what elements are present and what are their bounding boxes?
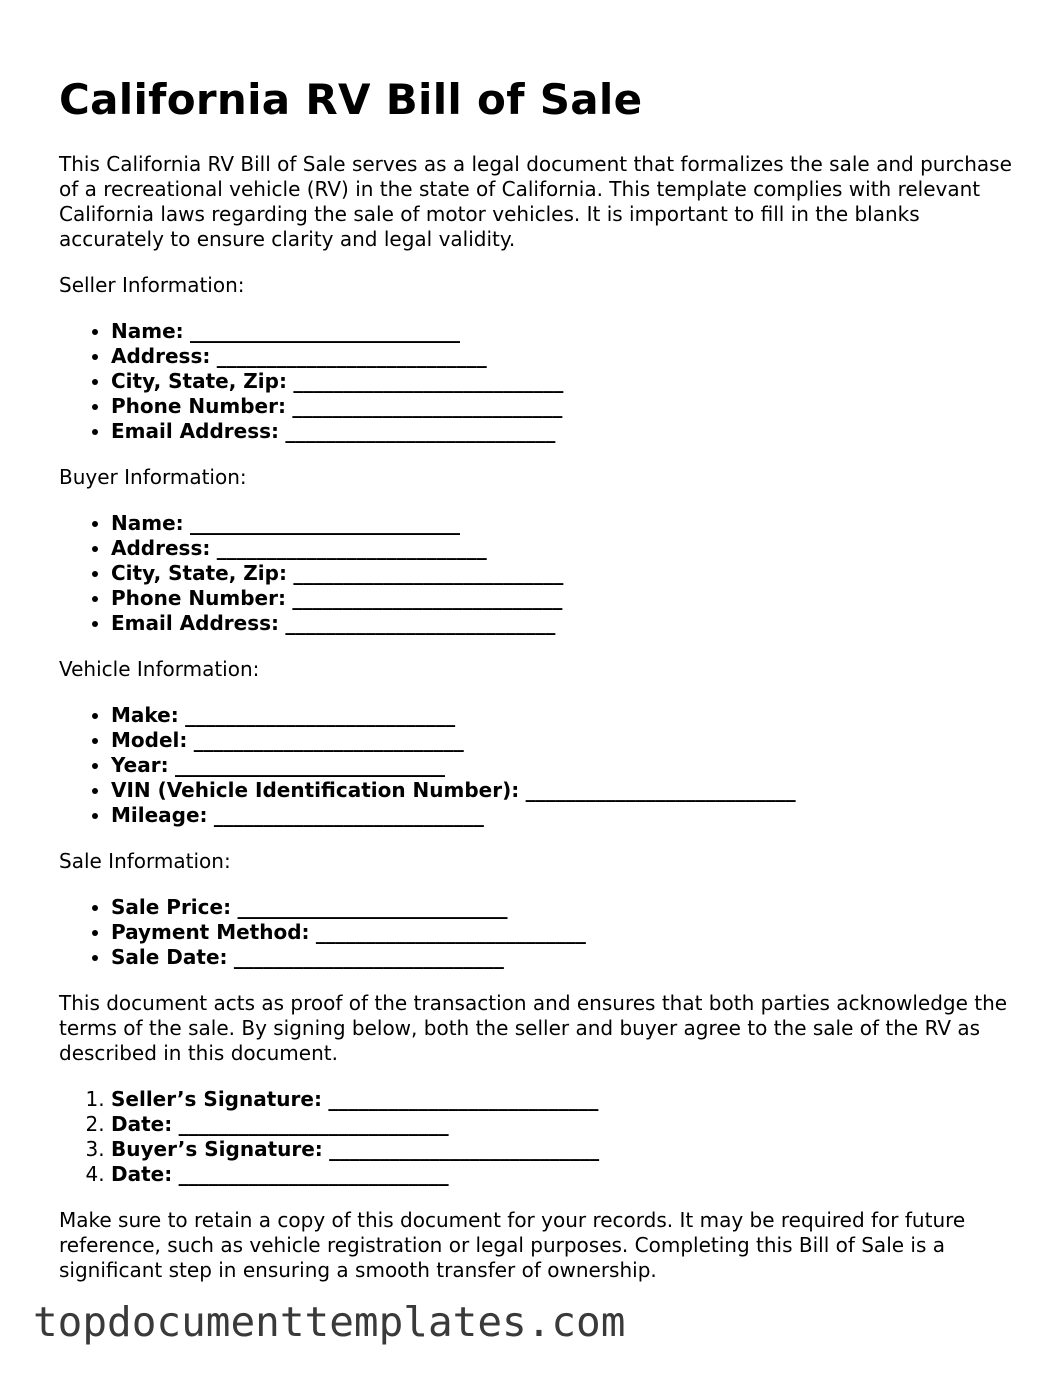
blank-line[interactable]: ___________________________: [233, 945, 504, 969]
field-label: Address:: [111, 536, 211, 560]
field-label: Sale Price:: [111, 895, 232, 919]
field-label: Address:: [111, 344, 211, 368]
blank-line[interactable]: ___________________________: [293, 561, 564, 585]
seller-signature-date-field: [111, 1112, 1019, 1137]
blank-line[interactable]: ___________________________: [525, 778, 796, 802]
sale-section-heading: Sale Information:: [59, 849, 231, 873]
document-title: California RV Bill of Sale: [59, 75, 643, 124]
field-label: Date:: [111, 1112, 173, 1136]
closing-paragraph: Make sure to retain a copy of this document for your records. It may be required for future reference, such as vehicle registration or legal purposes. Completing this Bill of Sale is a significant step in ensuring a smooth transfer of ownership.: [59, 1208, 966, 1282]
sale-price-field: [111, 895, 1019, 920]
seller-section-heading: Seller Information:: [59, 273, 245, 297]
sale-field-list: [59, 895, 1019, 970]
vehicle-mileage-field: [111, 803, 1019, 828]
buyer-signature-field: [111, 1137, 1019, 1162]
field-label: Payment Method:: [111, 920, 310, 944]
blank-line[interactable]: ___________________________: [190, 319, 460, 343]
field-label: Email Address:: [111, 611, 280, 635]
blank-line[interactable]: ___________________________: [216, 536, 487, 560]
vehicle-field-list: [59, 703, 1019, 828]
sale-date-field: [111, 945, 1019, 970]
blank-line[interactable]: ___________________________: [328, 1087, 599, 1111]
buyer-field-list: [59, 511, 1019, 636]
blank-line[interactable]: ___________________________: [190, 511, 460, 535]
buyer-address-field: [111, 536, 1019, 561]
vehicle-vin-field: [111, 778, 1019, 803]
acknowledgement-paragraph: This document acts as proof of the transaction and ensures that both parties acknowledge the terms of the sale. By signing below, both the seller and buyer agree to the sale of the RV as described in this document.: [59, 991, 1008, 1065]
field-label: VIN (Vehicle Identification Number):: [111, 778, 520, 802]
blank-line[interactable]: ___________________________: [213, 803, 484, 827]
field-label: Date:: [111, 1162, 173, 1186]
blank-line[interactable]: ___________________________: [178, 1112, 449, 1136]
blank-line[interactable]: ___________________________: [178, 1162, 449, 1186]
blank-line[interactable]: ___________________________: [174, 753, 445, 777]
blank-line[interactable]: ___________________________: [285, 611, 556, 635]
blank-line[interactable]: ___________________________: [237, 895, 508, 919]
payment-method-field: [111, 920, 1019, 945]
seller-field-list: [59, 319, 1019, 444]
blank-line[interactable]: ___________________________: [285, 419, 556, 443]
buyer-section-heading: Buyer Information:: [59, 465, 247, 489]
field-label: City, State, Zip:: [111, 561, 287, 585]
buyer-email-field: [111, 611, 1019, 636]
vehicle-year-field: [111, 753, 1019, 778]
field-label: Seller’s Signature:: [111, 1087, 322, 1111]
field-label: Buyer’s Signature:: [111, 1137, 323, 1161]
field-label: Make:: [111, 703, 179, 727]
field-label: Phone Number:: [111, 394, 286, 418]
field-label: Email Address:: [111, 419, 280, 443]
field-label: Sale Date:: [111, 945, 228, 969]
seller-signature-field: [111, 1087, 1019, 1112]
blank-line[interactable]: ___________________________: [185, 703, 456, 727]
blank-line[interactable]: ___________________________: [193, 728, 464, 752]
field-label: Mileage:: [111, 803, 208, 827]
seller-address-field: [111, 344, 1019, 369]
blank-line[interactable]: ___________________________: [293, 369, 564, 393]
field-label: Name:: [111, 511, 184, 535]
vehicle-section-heading: Vehicle Information:: [59, 657, 260, 681]
watermark-text: topdocumenttemplates.com: [33, 1298, 626, 1346]
blank-line[interactable]: ___________________________: [329, 1137, 600, 1161]
buyer-signature-date-field: [111, 1162, 1019, 1187]
seller-city-state-zip-field: [111, 369, 1019, 394]
signature-field-list: [59, 1087, 1019, 1187]
blank-line[interactable]: ___________________________: [292, 586, 563, 610]
blank-line[interactable]: ___________________________: [216, 344, 487, 368]
vehicle-make-field: [111, 703, 1019, 728]
blank-line[interactable]: ___________________________: [315, 920, 586, 944]
field-label: Year:: [111, 753, 169, 777]
field-label: Name:: [111, 319, 184, 343]
field-label: Phone Number:: [111, 586, 286, 610]
field-label: City, State, Zip:: [111, 369, 287, 393]
buyer-name-field: [111, 511, 1019, 536]
intro-paragraph: This California RV Bill of Sale serves as a legal document that formalizes the sale and purchase of a recreational vehicle (RV) in the state of California. This template complies with relevant California laws regarding the sale of motor vehicles. It is important to fill in the blanks accurately to ensure clarity and legal validity.: [59, 152, 1012, 251]
seller-name-field: [111, 319, 1019, 344]
blank-line[interactable]: ___________________________: [292, 394, 563, 418]
document-page: [59, 70, 1019, 1304]
seller-phone-field: [111, 394, 1019, 419]
buyer-phone-field: [111, 586, 1019, 611]
seller-email-field: [111, 419, 1019, 444]
buyer-city-state-zip-field: [111, 561, 1019, 586]
vehicle-model-field: [111, 728, 1019, 753]
field-label: Model:: [111, 728, 188, 752]
